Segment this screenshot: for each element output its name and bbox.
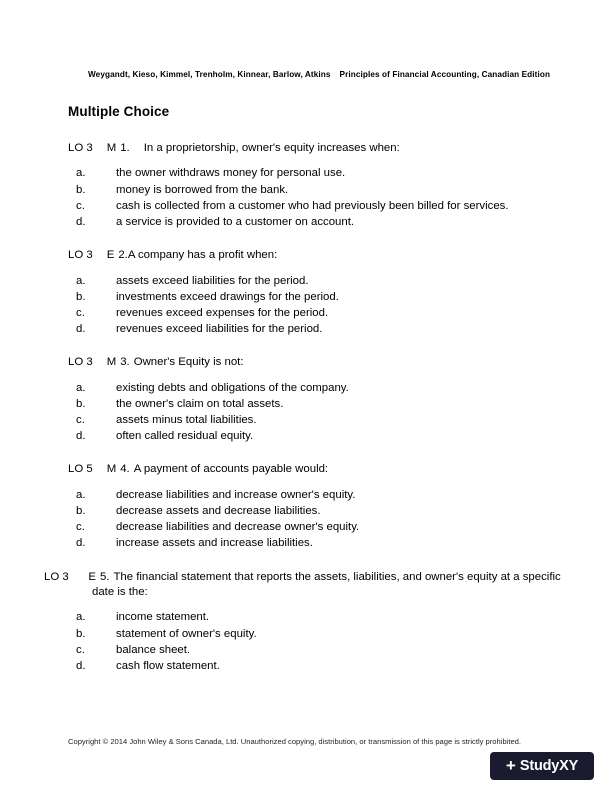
- watermark-label: StudyXY: [519, 758, 579, 774]
- choice-letter: b.: [76, 627, 86, 640]
- question-item: [68, 141, 568, 230]
- list-item[interactable]: [68, 487, 568, 503]
- choice-text: the owner's claim on total assets.: [116, 397, 284, 410]
- question-text: In a proprietorship, owner's equity increases when:: [143, 142, 400, 154]
- choice-text: balance sheet.: [116, 643, 191, 656]
- running-header: [88, 70, 562, 79]
- question-lo: LO 5: [68, 463, 93, 476]
- choice-text: existing debts and obligations of the company.: [116, 381, 349, 394]
- question-number: 1.: [120, 142, 130, 154]
- choice-letter: c.: [76, 199, 85, 212]
- question-text: A payment of accounts payable would:: [133, 463, 329, 476]
- choice-letter: a.: [76, 167, 86, 180]
- choice-letter: d.: [76, 659, 86, 672]
- question-stem: [68, 141, 568, 156]
- question-stem: [68, 248, 568, 263]
- question-number: 5.: [99, 570, 110, 583]
- list-item[interactable]: [68, 165, 568, 181]
- choice-letter: b.: [76, 505, 86, 517]
- question-difficulty: M: [106, 463, 117, 476]
- choice-letter: c.: [76, 643, 85, 656]
- list-item[interactable]: [68, 428, 568, 444]
- choice-text: revenues exceed liabilities for the period.: [116, 323, 323, 336]
- choice-letter: c.: [76, 306, 85, 319]
- choice-text: decrease liabilities and decrease owner's equity.: [116, 521, 360, 534]
- question-item: [68, 462, 568, 551]
- choice-letter: d.: [76, 430, 86, 443]
- choice-text: revenues exceed expenses for the period.: [116, 306, 329, 319]
- running-header-authors: Weygandt, Kieso, Kimmel, Trenholm, Kinnear, Barlow, Atkins: [88, 70, 331, 79]
- choice-letter: c.: [76, 521, 85, 534]
- list-item[interactable]: [68, 535, 568, 551]
- question-difficulty: M: [106, 356, 117, 369]
- question-number: 4.: [120, 463, 130, 476]
- question-difficulty: E: [106, 249, 115, 262]
- list-item[interactable]: [68, 273, 568, 289]
- question-text: The financial statement that reports the assets, liabilities, and owner's equity at a specific date is the:: [92, 570, 561, 598]
- choice-text: investments exceed drawings for the period.: [116, 290, 339, 303]
- document-body: [44, 104, 568, 692]
- choice-text: increase assets and increase liabilities.: [116, 537, 313, 550]
- choice-text: income statement.: [116, 611, 210, 624]
- list-item[interactable]: [68, 182, 568, 198]
- question-text: Owner's Equity is not:: [133, 356, 244, 369]
- choice-letter: b.: [76, 290, 86, 303]
- choice-text: assets minus total liabilities.: [116, 414, 257, 427]
- choice-list: [68, 273, 568, 338]
- question-item: [68, 355, 568, 444]
- choice-letter: a.: [76, 381, 86, 394]
- choice-letter: d.: [76, 537, 86, 550]
- question-stem: [68, 355, 568, 370]
- choice-text: cash flow statement.: [116, 659, 220, 672]
- question-item: [44, 570, 568, 675]
- choice-letter: b.: [76, 183, 86, 196]
- list-item[interactable]: [68, 321, 568, 337]
- question-stem: [44, 570, 568, 601]
- page-title: Multiple Choice: [68, 104, 170, 119]
- choice-list: [68, 609, 568, 674]
- running-header-book: Principles of Financial Accounting, Canadian Edition: [339, 70, 551, 79]
- choice-list: [68, 165, 568, 230]
- question-difficulty: E: [88, 570, 96, 583]
- choice-text: decrease liabilities and increase owner's equity.: [116, 488, 356, 501]
- copyright-notice: Copyright © 2014 John Wiley & Sons Canada, Ltd. Unauthorized copying, distribution, or transmission of this page is strictly prohibited.: [68, 737, 522, 746]
- list-item[interactable]: [68, 396, 568, 412]
- question-stem: [68, 462, 568, 477]
- list-item[interactable]: [68, 658, 568, 674]
- question-number: 3.: [120, 356, 130, 369]
- choice-list: [68, 487, 568, 552]
- choice-letter: a.: [76, 488, 86, 501]
- list-item[interactable]: [68, 305, 568, 321]
- list-item[interactable]: [68, 626, 568, 642]
- choice-text: often called residual equity.: [116, 430, 254, 443]
- choice-letter: a.: [76, 611, 86, 624]
- list-item[interactable]: [68, 380, 568, 396]
- question-lo: LO 3: [68, 142, 93, 154]
- choice-text: cash is collected from a customer who had previously been billed for services.: [116, 199, 509, 212]
- list-item[interactable]: [68, 503, 568, 519]
- question-lo: LO 3: [68, 249, 93, 262]
- question-text: A company has a profit when:: [127, 249, 278, 262]
- choice-text: assets exceed liabilities for the period.: [116, 274, 309, 287]
- watermark-badge: [490, 752, 594, 780]
- question-difficulty: M: [106, 142, 117, 154]
- choice-text: statement of owner's equity.: [116, 627, 257, 640]
- question-lo: LO 3: [68, 356, 93, 369]
- question-lo: LO 3: [44, 570, 69, 583]
- choice-text: money is borrowed from the bank.: [116, 183, 289, 196]
- list-item[interactable]: [68, 642, 568, 658]
- choice-letter: d.: [76, 323, 86, 336]
- choice-text: decrease assets and decrease liabilities.: [116, 505, 321, 517]
- list-item[interactable]: [68, 198, 568, 214]
- choice-letter: d.: [76, 215, 86, 228]
- list-item[interactable]: [68, 519, 568, 535]
- question-number: 2.: [118, 249, 128, 262]
- choice-letter: b.: [76, 397, 86, 410]
- choice-text: a service is provided to a customer on account.: [116, 215, 355, 228]
- list-item[interactable]: [68, 609, 568, 625]
- choice-letter: a.: [76, 274, 86, 287]
- list-item[interactable]: [68, 289, 568, 305]
- choice-letter: c.: [76, 414, 85, 427]
- question-item: [68, 248, 568, 337]
- list-item[interactable]: [68, 214, 568, 230]
- choice-list: [68, 380, 568, 445]
- choice-text: the owner withdraws money for personal use.: [116, 167, 346, 180]
- plus-icon: +: [505, 755, 516, 775]
- list-item[interactable]: [68, 412, 568, 428]
